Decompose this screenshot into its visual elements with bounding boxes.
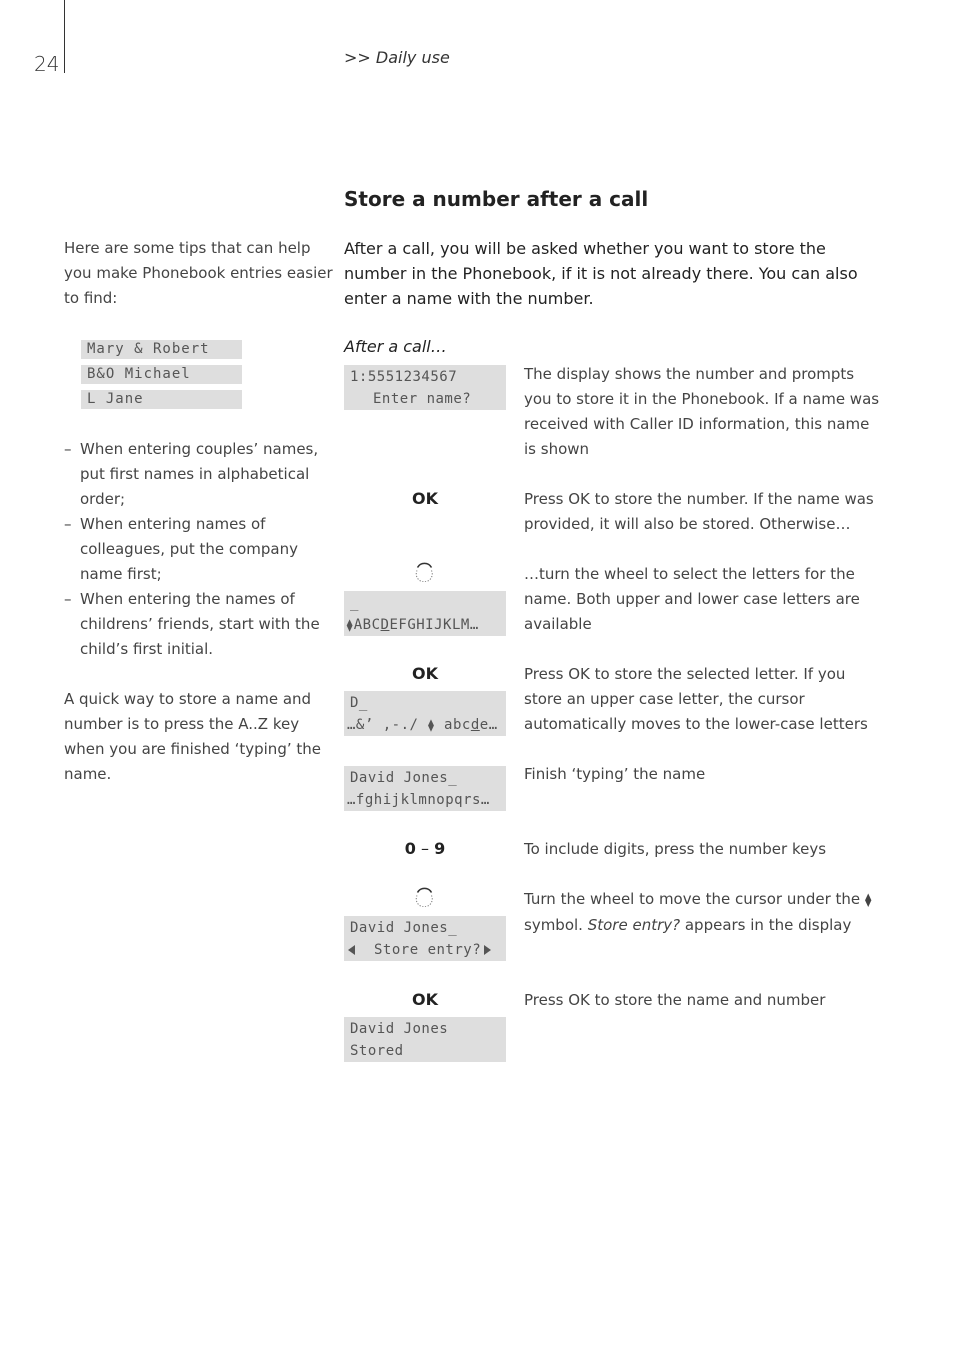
display-line: _ [350,595,359,611]
tips-intro: Here are some tips that can help you make Phonebook entries easier to find: [64,239,333,307]
ok-key: OK [412,990,438,1009]
number-keys: 0 – 9 [404,839,446,858]
tips-list [64,437,334,662]
example-entry: B&O Michael [81,365,242,384]
step-description: Turn the wheel to move the cursor under the ⧫ symbol. Store entry? appears in the display [524,890,872,934]
quick-tip: A quick way to store a name and number is to press the A..Z key when you are finished ‘typing’ the name. [64,690,321,783]
step-description: Press OK to store the name and number [524,991,826,1009]
display-line: …fghijklmnopqrs… [347,792,490,808]
display-line: Enter name? [373,391,472,407]
wheel-icon [414,886,435,907]
tip-item: – When entering names of colleagues, put the company name first; [64,512,334,587]
step-description: To include digits, press the number keys [524,840,827,858]
arrow-right-icon [484,945,491,955]
phone-display [344,591,506,636]
cursor-letter: D [380,617,390,633]
diamond-icon: ⧫ [346,618,354,632]
diamond-icon: ⧫ [427,718,436,732]
display-line: David Jones_ [350,770,458,786]
wheel-icon [414,561,435,582]
display-line: D_ [350,695,368,711]
tip-item: – When entering the names of childrens’ friends, start with the child’s first initial. [64,587,334,662]
display-line: Store entry? [344,939,506,961]
phone-display [344,1017,506,1062]
step-description: Press OK to store the number. If the name was provided, it will also be stored. Otherwise… [524,490,874,533]
ok-key: OK [412,664,438,683]
phone-display [344,691,506,736]
display-line: ⧫ABCDEFGHIJKLM… [346,617,479,633]
example-entry: Mary & Robert [81,340,242,359]
step-description: …turn the wheel to select the letters for the name. Both upper and lower case letters are available [524,565,860,633]
step-description: Finish ‘typing’ the name [524,765,706,783]
arrow-left-icon [348,945,355,955]
diamond-icon: ⧫ [864,893,872,908]
display-line: David Jones [350,1021,449,1037]
example-entry: L Jane [81,390,242,409]
display-line: Stored [350,1043,404,1059]
section-intro: After a call, you will be asked whether you want to store the number in the Phonebook, if it is not already there. You can also enter a name with the number. [344,239,858,308]
running-head: >> Daily use [344,48,450,67]
step-description: The display shows the number and prompts you to store it in the Phonebook. If a name was received with Caller ID information, this name is shown [524,365,880,458]
display-line: 1:5551234567 [350,369,458,385]
display-line: David Jones_ [350,920,458,936]
tip-item: – When entering couples’ names, put first names in alphabetical order; [64,437,334,512]
margin-rule [64,0,65,73]
cursor-letter: d [470,717,480,733]
phone-display [344,916,506,961]
page-number: 24 [34,52,60,76]
section-title: Store a number after a call [344,187,649,211]
display-line: …&’ ,-./ ⧫ abcde… [347,717,498,733]
phone-display [344,365,506,410]
ok-key: OK [412,489,438,508]
step-description: Press OK to store the selected letter. If you store an upper case letter, the cursor automatically moves to the lower-case letters [524,665,868,733]
phone-display [344,766,506,811]
after-call-label: After a call… [344,337,447,356]
